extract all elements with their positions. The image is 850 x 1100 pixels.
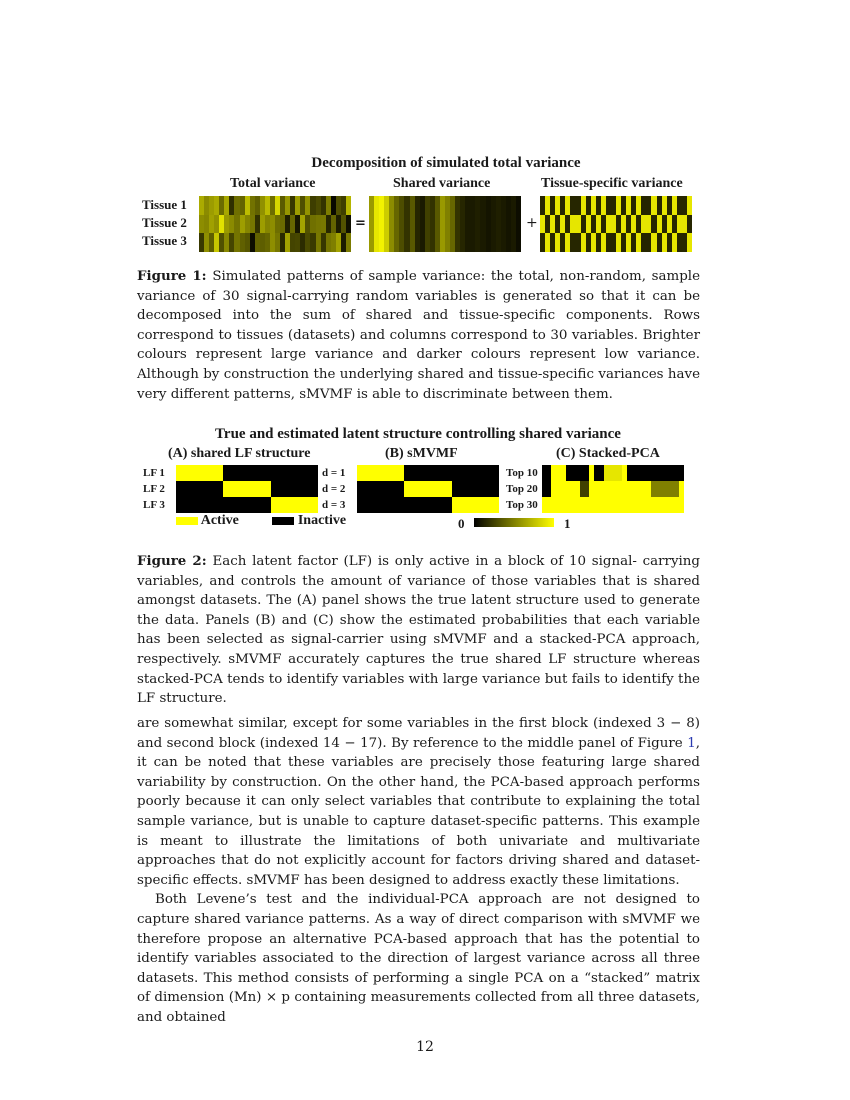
colorbar-gradient [474, 518, 554, 527]
legend-active-label: Active [200, 513, 239, 528]
lf-label-1: LF 1 [143, 467, 165, 479]
total-cell [346, 196, 351, 215]
row-label-tissue-2: Tissue 2 [142, 215, 187, 230]
top-label-30: Top 30 [506, 499, 538, 511]
heatmap-smvmf [357, 465, 499, 513]
d-label-1: d = 1 [322, 467, 346, 479]
pca-cell [679, 481, 684, 497]
figure1-caption-text: Simulated patterns of sample variance: the total, non-random, sample variance of 30 signal-carrying random variables is generated so that it can be decomposed into the sum of shared and tissue-specific components. Rows correspond to tissues (datasets) and columns correspond to 30 variables. Brighter colours represent large variance and darker colours represent low variance. Although by construction the underlying shared and tissue-specific variances have very different patterns, sMVMF is able to discriminate between them. [137, 269, 700, 402]
body-paragraph-1-part-b: , it can be noted that these variables are precisely those featuring large shared variability by construction. On the other hand, the PCA-based approach performs poorly because it can only select variables that contribute to explaining the total sample variance, but is unable to capture dataset-specific patterns. This example is meant to illustrate the limitations of both univariate and multivariate approaches that do not explicitly account for factors driving shared and dataset-specific effects. sMVMF has been designed to address exactly these limitations. [137, 735, 700, 888]
figure2-caption-label: Figure 2: [137, 553, 207, 569]
scale-min-label: 0 [458, 516, 465, 531]
specific-cell [687, 196, 692, 215]
smvmf-cell [494, 497, 499, 513]
shared-cell [516, 215, 521, 234]
top-label-10: Top 10 [506, 467, 538, 479]
page-number: 12 [416, 1039, 434, 1055]
heatmap-shared-lf-structure [176, 465, 318, 513]
heatmap-shared-variance [369, 196, 521, 252]
figure2-caption [137, 552, 700, 709]
plus-sign: + [526, 215, 538, 231]
heatmap-tissue-specific-variance [540, 196, 692, 252]
top-labels [506, 465, 538, 513]
specific-cell [687, 215, 692, 234]
body-paragraph-1-part-a: are somewhat similar, except for some variables in the first block (indexed 3 − 8) and second block (indexed 14 − 17). By reference to the middle panel of Figure [137, 716, 700, 751]
d-labels [322, 465, 345, 513]
d-label-3: d = 3 [322, 499, 346, 511]
figure1-caption-label: Figure 1: [137, 268, 207, 284]
smvmf-cell [494, 465, 499, 481]
total-cell [346, 215, 351, 234]
figure2-panel-c-title: (C) Stacked-PCA [556, 446, 660, 461]
shared-cell [516, 233, 521, 252]
row-label-tissue-3: Tissue 3 [142, 233, 187, 248]
figure-1-reference-link[interactable]: 1 [687, 735, 696, 751]
figure2-panel-b-title: (B) sMVMF [385, 446, 458, 461]
smvmf-cell [494, 481, 499, 497]
equals-sign: = [355, 216, 366, 231]
lf-label-3: LF 3 [143, 499, 165, 511]
figure1-row-labels [142, 196, 187, 250]
figure2-caption-text: Each latent factor (LF) is only active in a block of 10 signal- carrying variables, and controls the amount of variance of those variables that is shared amongst datasets. The (A) panel shows the true latent structure used to generate the data. Panels (B) and (C) show the estimated probabilities that each variable has been selected as signal-carrier using sMVMF and a stacked-PCA approach, respectively. sMVMF accurately captures the true shared LF structure whereas stacked-PCA tends to identify variables with large variance but fails to identify the LF structure. [137, 554, 700, 707]
row-label-tissue-1: Tissue 1 [142, 197, 187, 212]
lf-cell [313, 465, 318, 481]
lf-cell [313, 497, 318, 513]
pca-cell [679, 465, 684, 481]
specific-cell [687, 233, 692, 252]
pca-cell [679, 497, 684, 513]
lf-labels [143, 465, 165, 513]
heatmap-stacked-pca [542, 465, 684, 513]
figure1-panel-shared-title: Shared variance [393, 176, 491, 191]
legend-inactive-label: Inactive [297, 513, 347, 528]
figure1-panel-total-title: Total variance [230, 176, 316, 191]
body-text [137, 714, 700, 1028]
figure2-title: True and estimated latent structure controlling shared variance [215, 426, 621, 442]
lf-cell [313, 481, 318, 497]
figure2-panel-a-title: (A) shared LF structure [168, 446, 311, 461]
legend-inactive-swatch [272, 517, 294, 525]
lf-label-2: LF 2 [143, 483, 165, 495]
legend-active-swatch [176, 517, 198, 525]
figure1-caption [137, 267, 700, 404]
body-paragraph-2: Both Levene’s test and the individual-PCA approach are not designed to capture shared variance patterns. As a way of direct comparison with sMVMF we therefore propose an alternative PCA-based approach that has the potential to identify variables associated to the direction of largest variance across all three datasets. This method consists of performing a single PCA on a “stacked” matrix of dimension (Mn) × p containing measurements collected from all three datasets, and obtained [137, 892, 700, 1025]
scale-max-label: 1 [564, 516, 571, 531]
figure1-panel-specific-title: Tissue-specific variance [541, 176, 683, 191]
figure2-legend [176, 513, 346, 529]
shared-cell [516, 196, 521, 215]
d-label-2: d = 2 [322, 483, 346, 495]
heatmap-total-variance [199, 196, 351, 252]
total-cell [346, 233, 351, 252]
body-paragraph-1 [137, 714, 700, 890]
top-label-20: Top 20 [506, 483, 538, 495]
figure1-title: Decomposition of simulated total variance [311, 155, 581, 171]
